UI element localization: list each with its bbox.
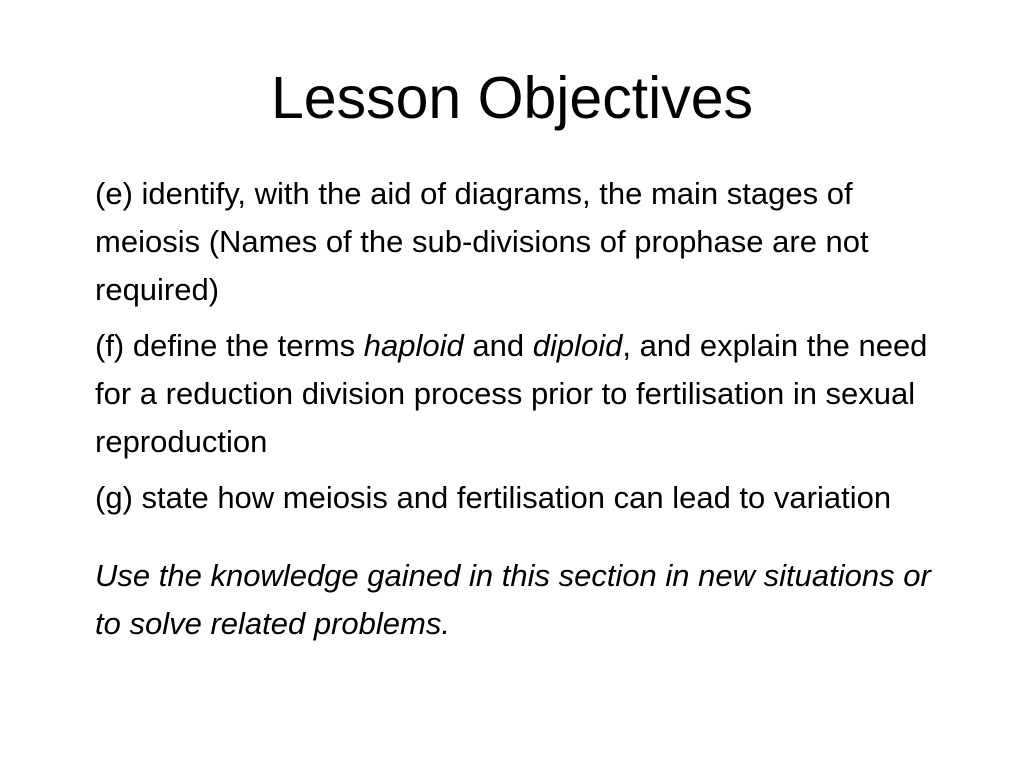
objective-f <box>95 322 965 466</box>
slide-body <box>95 170 965 648</box>
objective-f-suffix: , and explain the need for a reduction division process prior to fertilisation in sexual reproduction <box>95 328 928 459</box>
slide-title: Lesson Objectives <box>270 65 754 131</box>
term-haploid: haploid <box>363 328 464 363</box>
objective-f-and: and <box>463 328 533 363</box>
objective-e: (e) identify, with the aid of diagrams, the main stages of meiosis (Names of the sub-divisions of prophase are not required) <box>95 176 869 307</box>
objective-f-prefix: (f) define the terms <box>95 328 364 363</box>
term-diploid: diploid <box>532 328 623 363</box>
closing-note: Use the knowledge gained in this section in new situations or to solve related problems. <box>95 558 931 641</box>
objective-g: (g) state how meiosis and fertilisation can lead to variation <box>95 480 892 515</box>
